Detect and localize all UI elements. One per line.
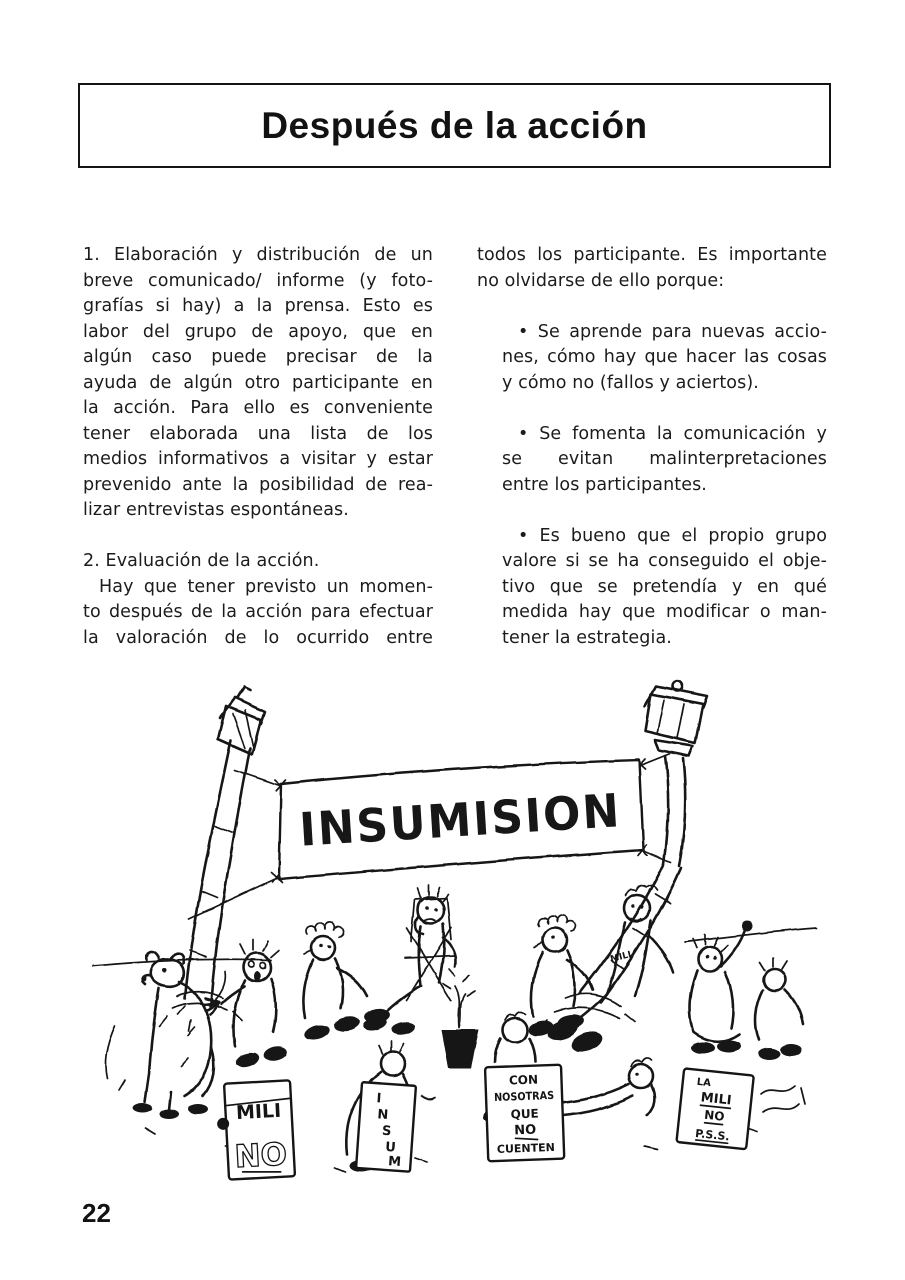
paragraph xyxy=(83,243,433,524)
sign-lm-line2: MILI xyxy=(699,1090,733,1109)
text-line: no olvidarse de ello porque: xyxy=(477,270,725,291)
text-line: todos los participante. Es importante xyxy=(477,245,827,265)
paragraph xyxy=(477,243,827,294)
sign-lm-line4: P.S.S. xyxy=(694,1126,731,1144)
text-line: • Se fomenta la comunicación y xyxy=(518,423,827,444)
text-line: • Es bueno que el propio grupo xyxy=(518,525,827,546)
paragraph xyxy=(83,575,433,652)
sign-cn-line5: CUENTEN xyxy=(496,1140,556,1156)
sign-insu-l4: U xyxy=(384,1139,397,1156)
insumision-illustration xyxy=(85,676,825,1184)
text-line: medida hay que modificar o man- xyxy=(502,602,827,622)
text-line: tivo que se pretendía y en qué xyxy=(502,576,827,597)
paragraph xyxy=(502,524,827,652)
text-line: entre los participantes. xyxy=(502,474,707,495)
paragraph xyxy=(502,422,827,499)
text-line: nes, cómo hay que hacer las cosas xyxy=(502,347,827,367)
text-line: 1. Elaboración y distribución de un xyxy=(83,245,433,265)
dog xyxy=(105,951,225,1119)
sign-mili-no-line2: NO xyxy=(233,1136,288,1176)
text-line: labor del grupo de apoyo, que en xyxy=(83,321,433,342)
text-line: grafías si hay) a la prensa. Esto es xyxy=(83,296,433,316)
sign-insu-l1: I xyxy=(376,1091,382,1107)
text-line: algún caso puede precisar de la xyxy=(83,347,433,367)
potted-plant xyxy=(441,969,479,1068)
figure-far-right xyxy=(756,958,803,1060)
artist-signature xyxy=(761,1086,805,1112)
sign-mili-no-line1: MILI xyxy=(235,1099,282,1125)
text-line: tener la estrategia. xyxy=(502,627,672,648)
figure-leaning-post xyxy=(545,886,673,1056)
banner-text: INSUMISION xyxy=(297,782,638,857)
text-line: • Se aprende para nuevas accio- xyxy=(518,321,827,342)
sign-insu-l5: M xyxy=(387,1154,402,1171)
shirt-text: MILI xyxy=(609,950,633,965)
left-lamp-post xyxy=(159,687,265,1032)
text-line: valore si se ha conseguido el obje- xyxy=(502,551,827,571)
text-line: ayuda de algún otro participante en xyxy=(83,372,433,393)
sign-con-nosotras xyxy=(485,1065,564,1162)
sign-cn-line4: NO xyxy=(514,1122,537,1139)
left-column xyxy=(83,243,433,651)
sign-insumision-vertical xyxy=(356,1082,416,1172)
text-line: Hay que tener previsto un momen- xyxy=(99,576,433,597)
text-line: 2. Evaluación de la acción. xyxy=(83,551,320,571)
sign-lm-line1: LA xyxy=(696,1076,712,1090)
text-line: la valoración de lo ocurrido entre xyxy=(83,627,433,648)
page-title: Después de la acción xyxy=(261,104,648,146)
paragraph xyxy=(83,549,433,575)
sign-cn-line2: NOSOTRAS xyxy=(493,1088,563,1105)
paragraph xyxy=(502,320,827,397)
right-column xyxy=(477,243,827,651)
figure-curly-2 xyxy=(527,915,593,1037)
text-line: prevenido ante la posibilidad de rea- xyxy=(83,474,433,495)
sign-insu-l3: S xyxy=(381,1123,392,1140)
text-line: breve comunicado/ informe (y foto- xyxy=(83,270,433,291)
sign-la-mili-pss xyxy=(676,1068,753,1149)
text-line: la acción. Para ello es conveniente xyxy=(83,398,433,418)
text-line: medios informativos a visitar y estar xyxy=(83,449,433,469)
sign-lm-line3: NO xyxy=(703,1107,726,1124)
sign-cn-line3: QUE xyxy=(510,1106,539,1122)
sign-mili-no xyxy=(215,1080,295,1180)
figure-back-view xyxy=(495,1012,535,1062)
title-box xyxy=(78,83,831,168)
text-line: tener elaborada una lista de los xyxy=(83,423,433,444)
sign-cn-line1: CON xyxy=(508,1072,539,1088)
text-line: lizar entrevistas espontáneas. xyxy=(83,500,349,520)
sign-insu-l2: N xyxy=(376,1107,389,1124)
text-line: se evitan malinterpretaciones xyxy=(502,449,827,469)
page-number: 22 xyxy=(82,1198,111,1228)
text-line: y cómo no (fallos y aciertos). xyxy=(502,372,759,393)
article xyxy=(83,243,827,651)
text-line: to después de la acción para efectuar xyxy=(83,602,433,622)
